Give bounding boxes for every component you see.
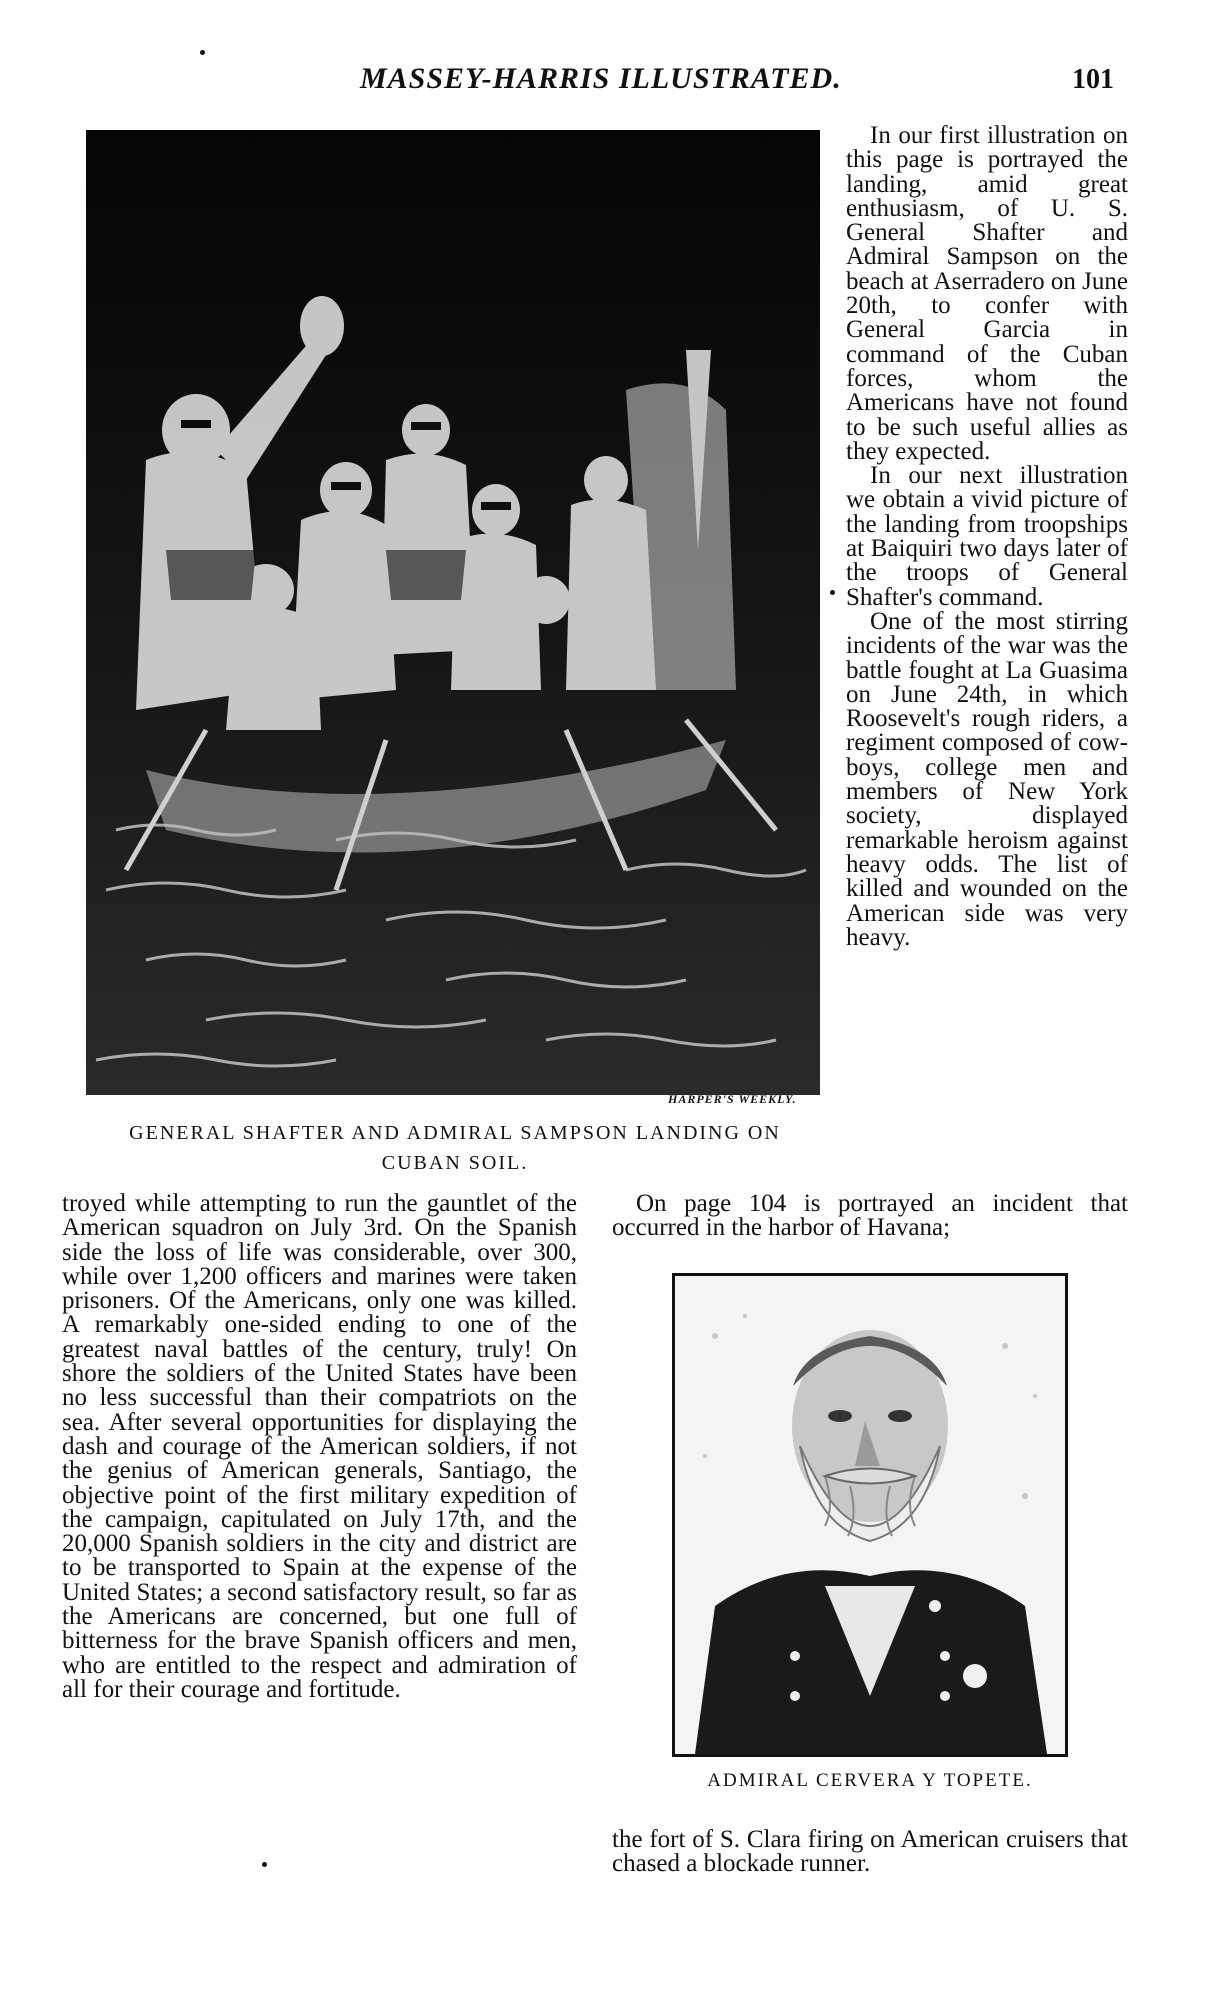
print-speck — [830, 590, 835, 595]
page-number: 101 — [1072, 64, 1114, 95]
image-credit: HARPER'S WEEKLY. — [668, 1092, 797, 1106]
right-column-text — [846, 124, 1128, 950]
paragraph: One of the most stirring incidents of the war was the battle fought at La Guasima on June 24th, in which Roosevelt's rough riders, a regiment composed of cow-boys, college men and members of New York society, displayed remarkable heroism against heavy odds. The list of killed and wounded on the American side was very heavy. — [846, 607, 1128, 951]
paragraph: the fort of S. Clara firing on American cruisers that chased a blockade runner. — [612, 1826, 1128, 1878]
left-column-text — [62, 1192, 577, 1702]
landing-caption: GENERAL SHAFTER AND ADMIRAL SAMPSON LANDING ON CUBAN SOIL. — [129, 1122, 781, 1174]
running-title: MASSEY-HARRIS ILLUSTRATED. — [360, 62, 842, 95]
cervera-portrait — [672, 1273, 1068, 1757]
print-speck — [262, 1862, 267, 1867]
print-speck — [200, 50, 205, 55]
landing-engraving — [86, 130, 820, 1095]
portrait-caption: ADMIRAL CERVERA Y TOPETE. — [707, 1770, 1033, 1791]
paragraph: In our first illustration on this page is portrayed the landing, amid great enthusiasm, of U. S. General Shafter and Admiral Sampson on the beach at Aserradero on June 20th, to confer with General Garcia in command of the Cuban forces, whom the Americans have not found to be such useful allies as they expected. — [846, 122, 1128, 465]
cervera-portrait-artwork — [675, 1276, 1065, 1754]
paragraph: On page 104 is portrayed an incident that occurred in the harbor of Havana; — [612, 1190, 1128, 1242]
paragraph: troyed while attempting to run the gauntlet of the American squadron on July 3rd. On the Spanish side the loss of life was considerable, over 300, while over 1,200 officers and marines were taken prisoners. Of the Americans, only one was killed. A remarkably one-sided ending to one of the greatest naval battles of the century, truly! On shore the soldiers of the United States have been no less successful than their compatriots on the sea. After several opportunities for displaying the dash and courage of the American soldiers, if not the genius of American generals, Santiago, the objective point of the first military expedition of the campaign, capitulated on July 17th, and the 20,000 Spanish soldiers in the city and district are to be transported to Spain at the expense of the United States; a second satisfactory result, so far as the Americans are concerned, but one full of bitterness for the brave Spanish officers and men, who are entitled to the respect and admiration of all for their courage and fortitude. — [62, 1190, 577, 1703]
paragraph: In our next illustration we obtain a vivid picture of the landing from troopships at Baiquiri two days later of the troops of General Shafter's command. — [846, 462, 1128, 611]
landing-engraving-artwork — [86, 130, 820, 1095]
right-tail-text — [612, 1828, 1128, 1877]
right-lower-text — [612, 1192, 1128, 1241]
